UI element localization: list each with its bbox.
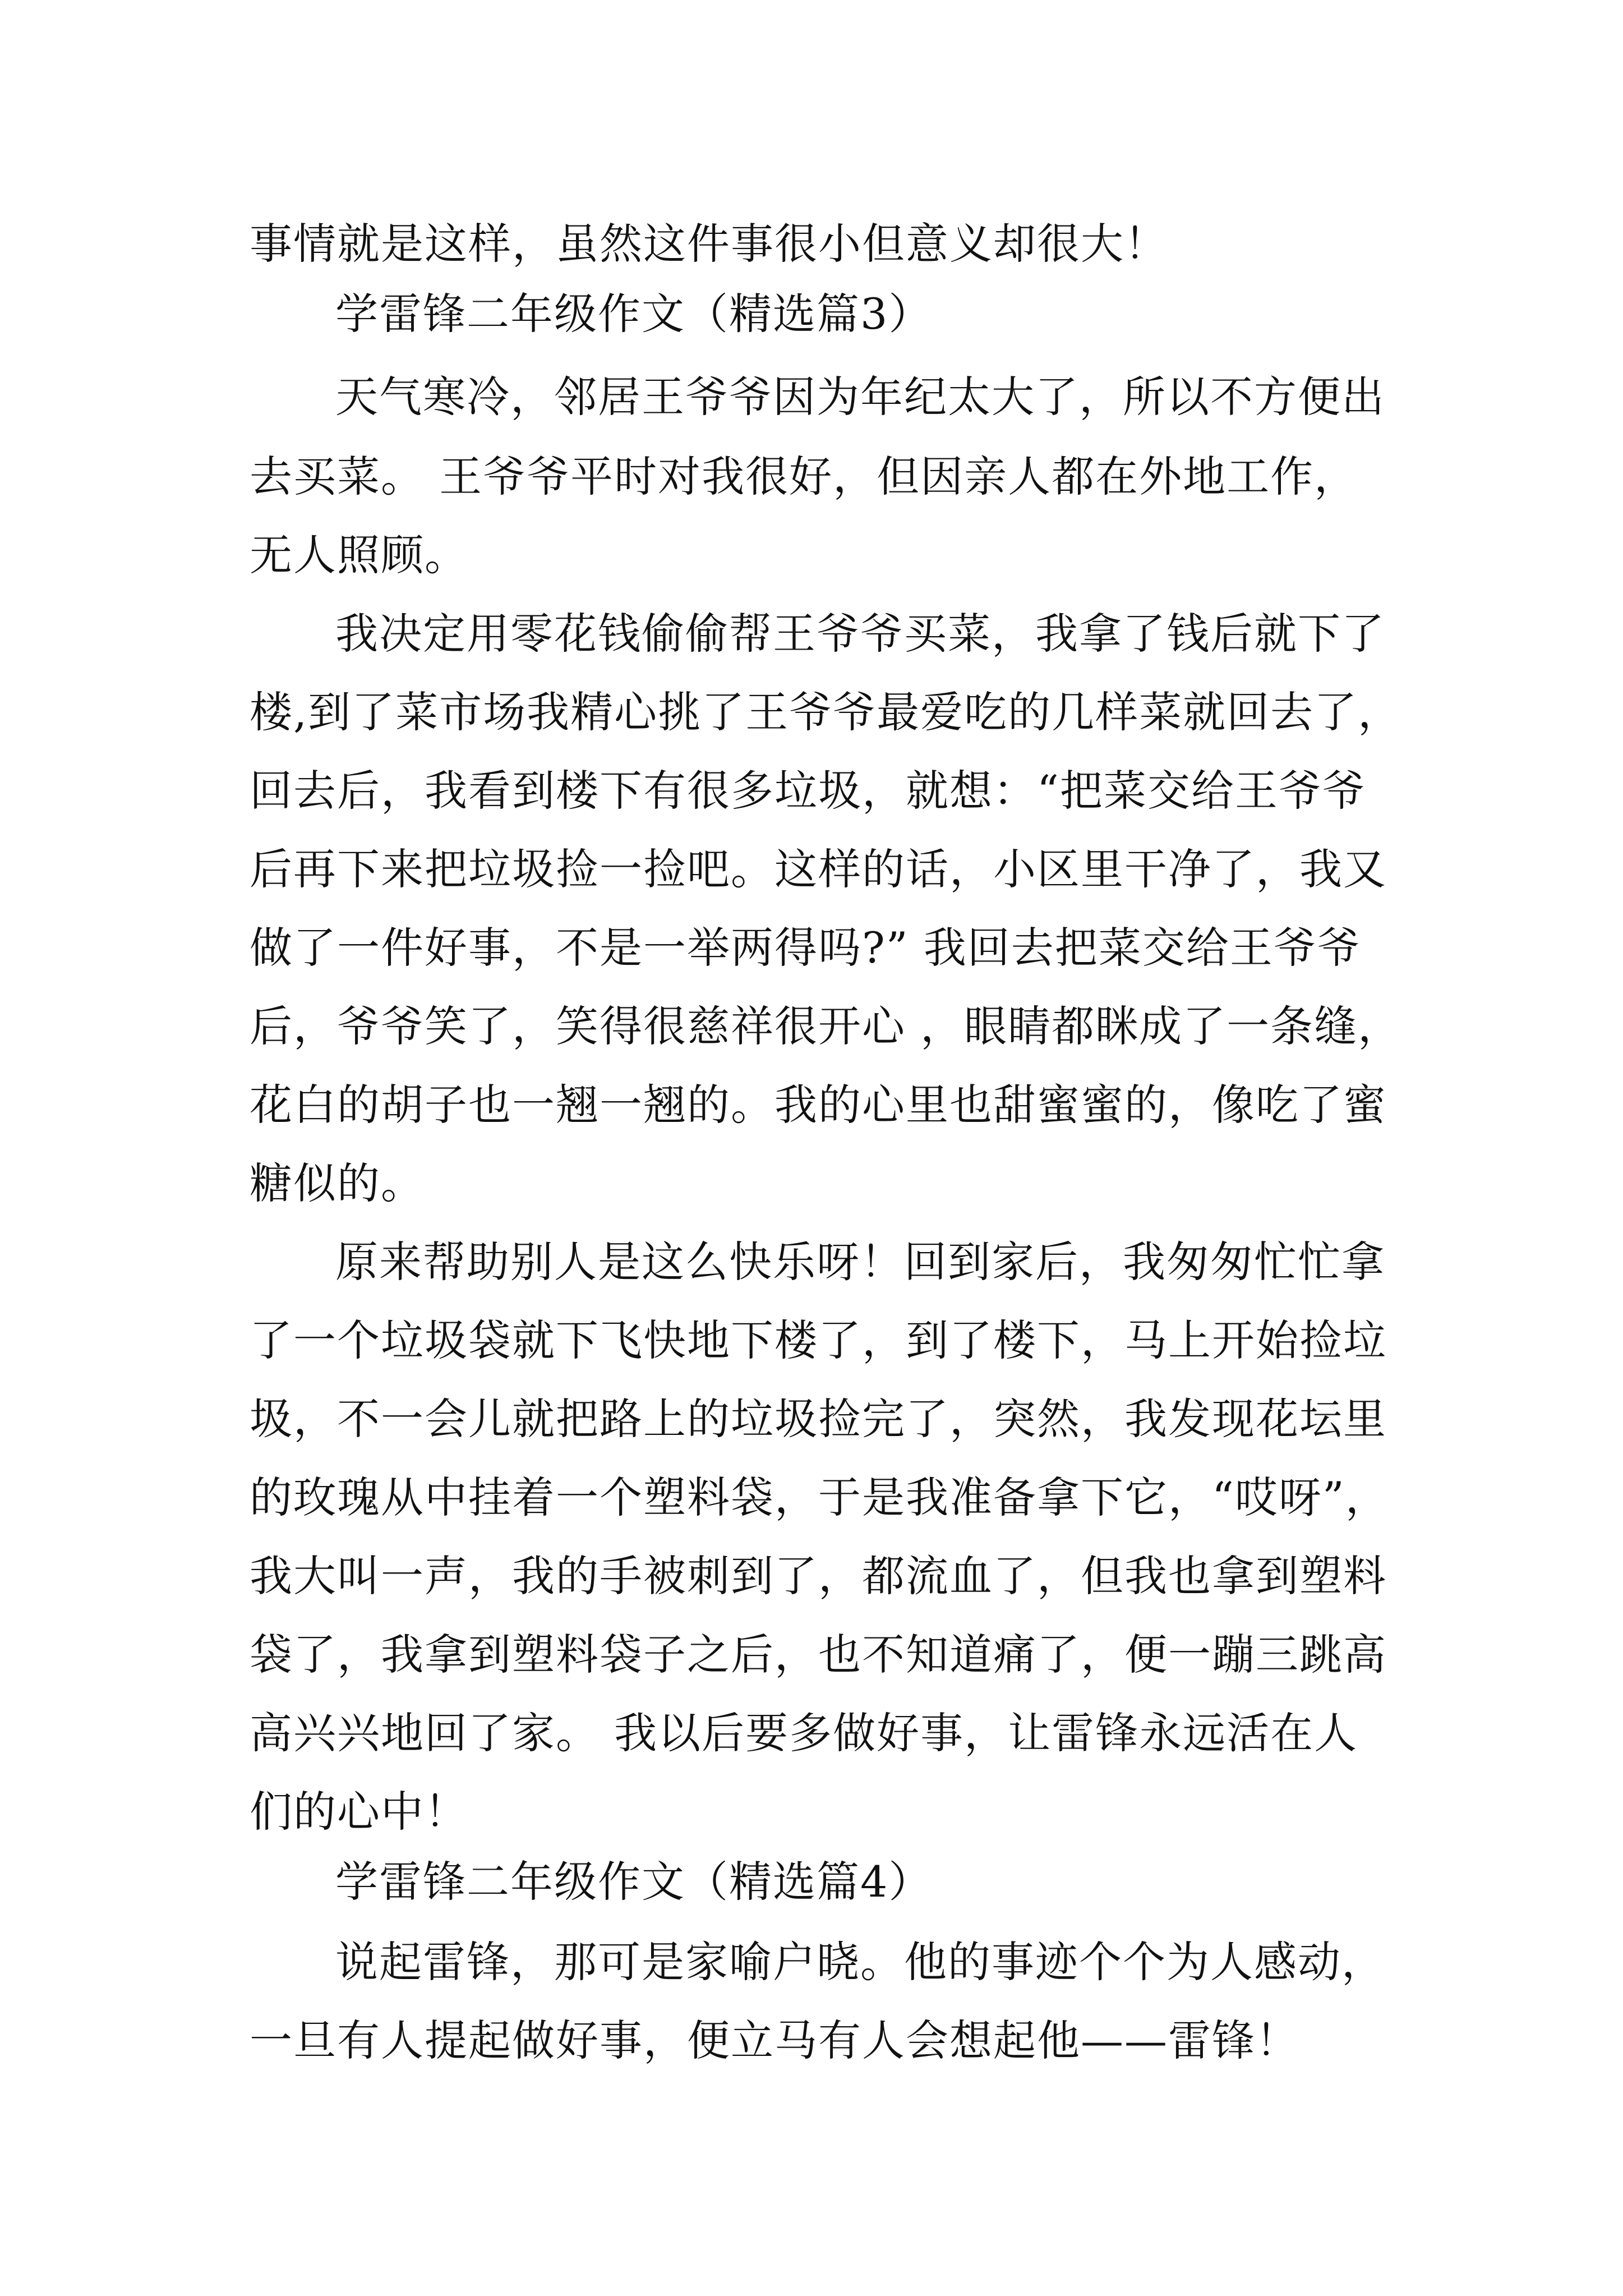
text-line: 说起雷锋，那可是家喻户晓。他的事迹个个为人感动， bbox=[335, 1937, 1385, 1987]
text-line: 原来帮助别人是这么快乐呀！回到家后，我匆匆忙忙拿 bbox=[335, 1237, 1385, 1287]
text-line: 无人照顾。 bbox=[250, 530, 468, 580]
text-line: 圾，不一会儿就把路上的垃圾捡完了，突然，我发现花坛里 bbox=[250, 1394, 1387, 1444]
text-line: 一旦有人提起做好事，便立马有人会想起他——雷锋！ bbox=[250, 2016, 1299, 2065]
text-line: 糖似的。 bbox=[250, 1158, 425, 1208]
text-line: 我大叫一声，我的手被刺到了，都流血了，但我也拿到塑料 bbox=[250, 1551, 1387, 1601]
section-heading: 学雷锋二年级作文（精选篇3） bbox=[335, 289, 933, 339]
text-line: 楼,到了菜市场我精心挑了王爷爷最爱吃的几样菜就回去了， bbox=[250, 687, 1402, 737]
text-line: 袋了，我拿到塑料袋子之后，也不知道痛了，便一蹦三跳高 bbox=[250, 1630, 1387, 1680]
text-line: 花白的胡子也一翘一翘的。我的心里也甜蜜蜜的，像吃了蜜 bbox=[250, 1080, 1387, 1130]
text-line: 做了一件好事，不是一举两得吗?” 我回去把菜交给王爷爷 bbox=[250, 923, 1361, 973]
section-heading: 学雷锋二年级作文（精选篇4） bbox=[335, 1857, 933, 1907]
text-line: 了一个垃圾袋就下飞快地下楼了，到了楼下，马上开始捡垃 bbox=[250, 1315, 1387, 1365]
text-line: 去买菜。 王爷爷平时对我很好，但因亲人都在外地工作， bbox=[250, 452, 1358, 501]
text-line: 我决定用零花钱偷偷帮王爷爷买菜，我拿了钱后就下了 bbox=[335, 609, 1385, 659]
text-line: 事情就是这样，虽然这件事很小但意义却很大！ bbox=[250, 219, 1168, 269]
text-line: 们的心中！ bbox=[250, 1787, 468, 1837]
text-line: 高兴兴地回了家。 我以后要多做好事，让雷锋永远活在人 bbox=[250, 1708, 1358, 1758]
text-line: 回去后，我看到楼下有很多垃圾，就想：“把菜交给王爷爷 bbox=[250, 766, 1366, 816]
text-line: 的玫瑰从中挂着一个塑料袋，于是我准备拿下它，“哎呀”， bbox=[250, 1473, 1389, 1522]
text-line: 后再下来把垃圾捡一捡吧。这样的话，小区里干净了，我又 bbox=[250, 844, 1387, 894]
text-line: 后，爷爷笑了，笑得很慈祥很开心 ，眼睛都眯成了一条缝， bbox=[250, 1001, 1402, 1051]
text-line: 天气寒冷，邻居王爷爷因为年纪太大了，所以不方便出 bbox=[335, 372, 1385, 422]
